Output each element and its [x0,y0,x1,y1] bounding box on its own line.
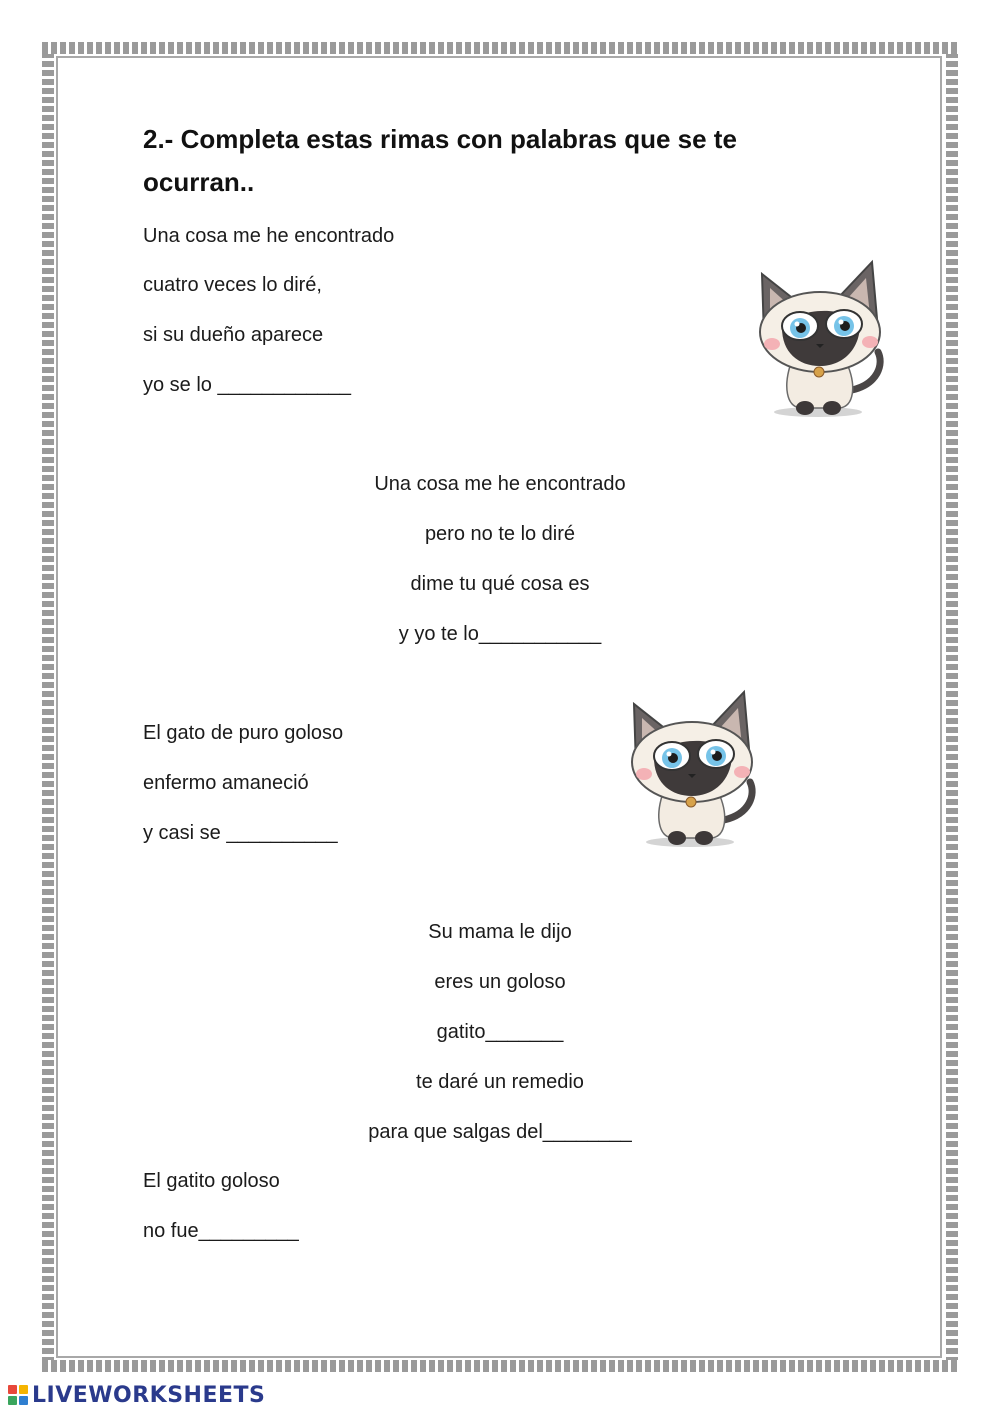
poem1-line-2: cuatro veces lo diré, [143,274,322,296]
exercise-title: 2.- Completa estas rimas con palabras que se te ocurran.. [143,124,737,197]
page-frame [56,56,942,1358]
poem1-line-1: Una cosa me he encontrado [143,225,395,247]
poem4-line-3-blank[interactable]: gatito_______ [436,1021,564,1043]
logo-text: LIVEWORKSHEETS [32,1382,266,1408]
poem4-line-1: Su mama le dijo [428,921,572,943]
poem3-line-3-blank[interactable]: y casi se __________ [143,822,338,844]
poem2-line-3: dime tu qué cosa es [410,573,590,595]
poem4-line-2: eres un goloso [434,971,566,993]
poem2-line-2: pero no te lo diré [424,523,576,545]
cat-illustration-1 [756,258,890,420]
liveworksheets-logo [8,1382,265,1408]
logo-blocks-icon [8,1385,28,1405]
poem2-line-1: Una cosa me he encontrado [374,473,626,495]
poem3-line-2: enfermo amaneció [143,772,309,794]
poem4-line-4: te daré un remedio [416,1071,584,1093]
poem3-line-1: El gato de puro goloso [143,722,344,744]
poem1-line-3: si su dueño aparece [143,324,324,346]
cat-illustration-2 [628,688,762,850]
poem5-line-2-blank[interactable]: no fue_________ [143,1220,299,1242]
poem4-line-5-blank[interactable]: para que salgas del________ [368,1121,632,1143]
poem1-line-4-blank[interactable]: yo se lo ____________ [143,374,351,396]
poem5-line-1: El gatito goloso [143,1170,280,1192]
poem2-line-4-blank[interactable]: y yo te lo___________ [398,623,602,645]
